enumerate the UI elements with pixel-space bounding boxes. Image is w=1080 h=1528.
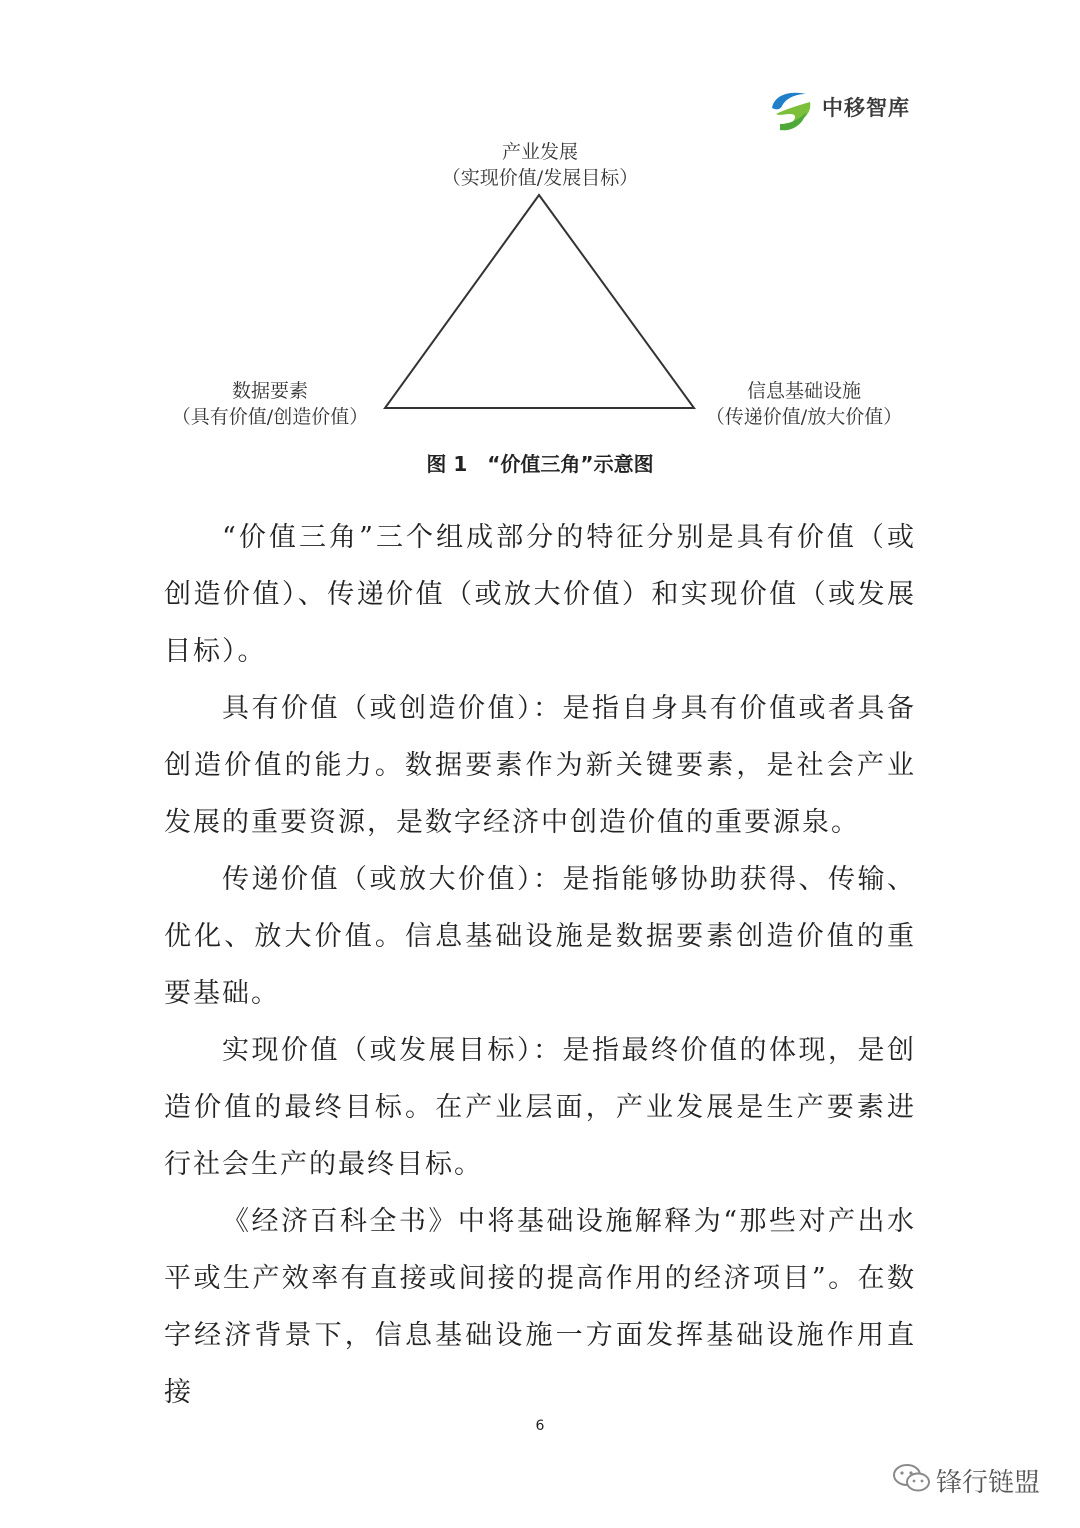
triangle-node-infrastructure-subtitle: （传递价值/放大价值） <box>705 406 903 428</box>
paragraph: “价值三角”三个组成部分的特征分别是具有价值（或创造价值）、传递价值（或放大价值）和实现价值（或发展目标）。 <box>164 522 916 667</box>
value-triangle <box>385 195 694 408</box>
triangle-node-industry-title: 产业发展 <box>501 141 578 163</box>
triangle-node-industry-subtitle: （实现价值/发展目标） <box>441 167 639 189</box>
triangle-node-infrastructure <box>672 378 936 430</box>
body-text <box>164 509 916 1421</box>
wechat-icon <box>892 1462 932 1494</box>
triangle-node-industry <box>400 139 680 191</box>
value-triangle-diagram <box>0 0 1080 440</box>
watermark-text: 锋行链盟 <box>936 1468 1041 1498</box>
paragraph: 传递价值（或放大价值）：是指能够协助获得、传输、优化、放大价值。信息基础设施是数据要素创造价值的重要基础。 <box>164 864 916 1009</box>
paragraph: 实现价值（或发展目标）：是指最终价值的体现，是创造价值的最终目标。在产业层面，产业发展是生产要素进行社会生产的最终目标。 <box>164 1035 916 1180</box>
triangle-node-data-elements <box>140 378 400 430</box>
paragraph: 具有价值（或创造价值）：是指自身具有价值或者具备创造价值的能力。数据要素作为新关键要素，是社会产业发展的重要资源，是数字经济中创造价值的重要源泉。 <box>164 693 916 838</box>
triangle-node-data-elements-subtitle: （具有价值/创造价值） <box>171 406 369 428</box>
figure-caption: 图 1 “价值三角”示意图 <box>426 452 654 476</box>
page-number: 6 <box>535 1418 545 1434</box>
triangle-node-data-elements-title: 数据要素 <box>231 380 308 402</box>
brand-logo-text: 中移智库 <box>822 96 910 120</box>
triangle-node-infrastructure-title: 信息基础设施 <box>746 380 861 402</box>
paragraph: 《经济百科全书》中将基础设施解释为“那些对产出水平或生产效率有直接或间接的提高作用的经济项目”。在数字经济背景下，信息基础设施一方面发挥基础设施作用直接 <box>164 1206 916 1408</box>
